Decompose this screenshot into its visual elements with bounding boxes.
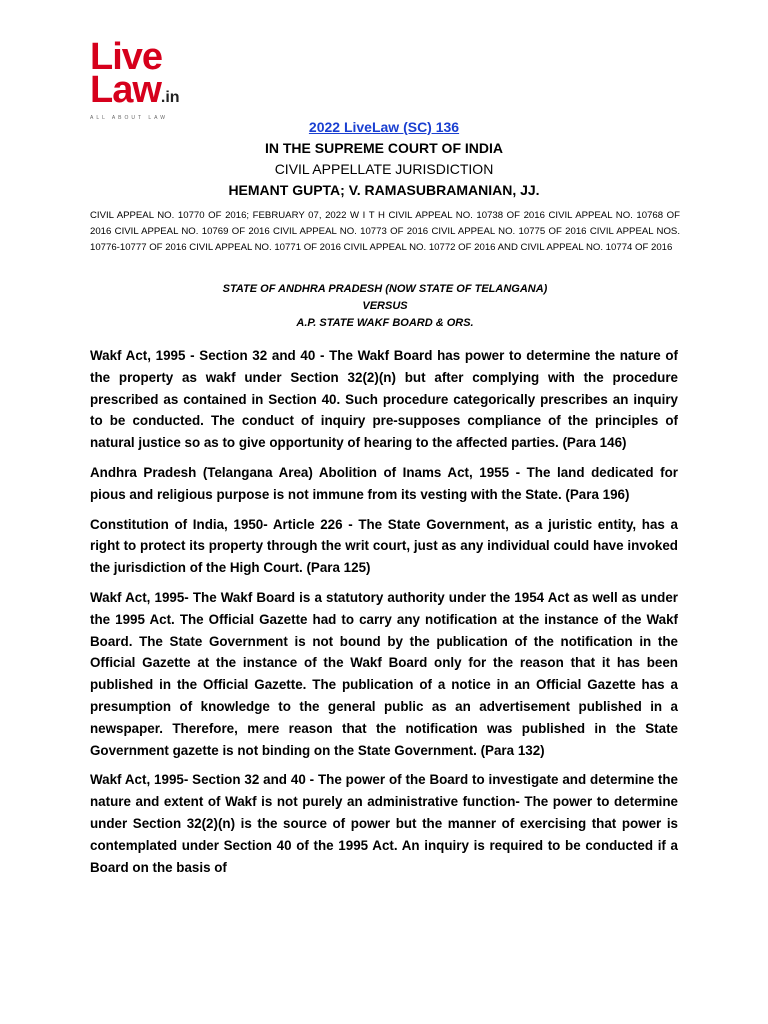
court-name: IN THE SUPREME COURT OF INDIA — [264, 140, 503, 156]
citation-link[interactable]: 2022 LiveLaw (SC) 136 — [308, 119, 460, 135]
document-header — [80, 116, 688, 201]
logo-law-text — [90, 69, 220, 114]
headnote-paragraph: Wakf Act, 1995 - Section 32 and 40 - The Wakf Board has power to determine the nature of the property as wakf under Section 32(2)(n) but after complying with the procedure prescribed as contained in Section 40. Such procedure categorically prescribes an inquiry to be conducted. The conduct of inquiry pre-supposes compliance of the principles of natural justice so as to give opportunity of hearing to the affected parties. (Para 146) — [90, 348, 678, 451]
headnote-paragraph: Wakf Act, 1995- The Wakf Board is a statutory authority under the 1954 Act as well as under the 1995 Act. The Official Gazette had to carry any notification at the instance of the Wakf Board. The State Government is not bound by the publication of the notification in the Official Gazette at the instance of the Wakf Board only for the reason that it has been published in the Official Gazette. The publication of a notice in an Official Gazette has a presumption of knowledge to the general public as an advertisement published in a newspaper. Therefore, mere reason that the notification was published in the State Government gazette is not binding on the State Government. (Para 132) — [90, 589, 678, 758]
jurisdiction: CIVIL APPELLATE JURISDICTION — [274, 161, 494, 177]
headnote-paragraph: Wakf Act, 1995- Section 32 and 40 - The power of the Board to investigate and determine the nature and extent of Wakf is not purely an administrative function- The power to determine under Section 32(2)(n) is the source of power but the manner of exercising that power is contemplated under Section 40 of the 1995 Act. An inquiry is required to be conducted if a Board on the basis of — [90, 772, 678, 875]
headnote-paragraph: Constitution of India, 1950- Article 226 - The State Government, as a juristic entity, has a right to protect its property through the writ court, just as any individual could have invoked the jurisdiction of the High Court. (Para 125) — [90, 516, 678, 576]
logo-law-word: Law — [90, 69, 161, 111]
case-parties — [90, 281, 680, 332]
livelaw-logo — [90, 36, 220, 121]
logo-live-text: Live — [90, 36, 163, 78]
headnotes — [90, 345, 678, 886]
appeal-numbers: CIVIL APPEAL NO. 10770 OF 2016; FEBRUARY 07, 2022 W I T H CIVIL APPEAL NO. 10738 OF 2016 CIVIL APPEAL NO. 10768 OF 2016 CIVIL APPEAL NO. 10769 OF 2016 CIVIL APPEAL NO. 10773 OF 2016 CIVIL APPEAL NO. 10775 OF 2016 CIVIL APPEAL NOS. 10776-10777 OF 2016 CIVIL APPEAL NO. 10771 OF 2016 CIVIL APPEAL NO. 10772 OF 2016 AND CIVIL APPEAL NO. 10774 OF 2016 — [90, 210, 680, 253]
headnote-paragraph: Andhra Pradesh (Telangana Area) Abolition of Inams Act, 1955 - The land dedicated for pious and religious purpose is not immune from its vesting with the State. (Para 196) — [90, 464, 678, 502]
logo-tld: .in — [160, 89, 180, 106]
appellant: STATE OF ANDHRA PRADESH (NOW STATE OF TELANGANA) — [222, 283, 548, 295]
respondent: A.P. STATE WAKF BOARD & ORS. — [296, 317, 474, 329]
versus: VERSUS — [362, 300, 408, 312]
bench: HEMANT GUPTA; V. RAMASUBRAMANIAN, JJ. — [228, 182, 540, 198]
logo-tagline: ALL ABOUT LAW — [90, 115, 168, 121]
